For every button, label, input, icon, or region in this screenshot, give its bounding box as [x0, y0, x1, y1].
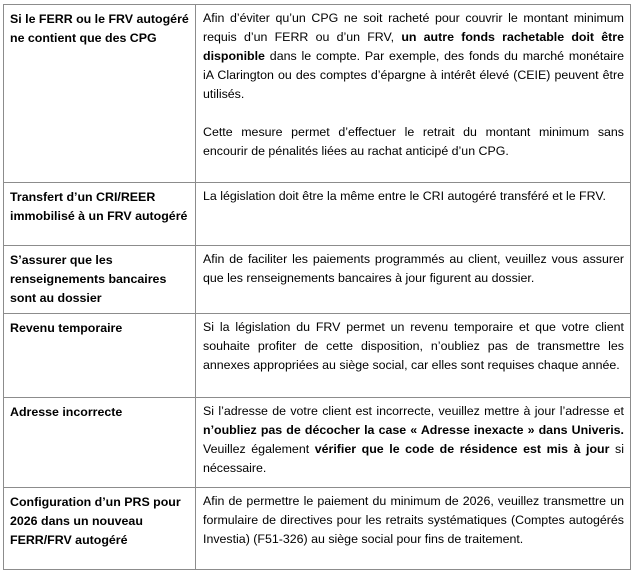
text-segment: Veuillez également	[203, 442, 315, 456]
bold-text: n’oubliez pas de décocher la case « Adresse inexacte » dans Univeris.	[203, 423, 624, 437]
text-segment: Si l’adresse de votre client est incorrecte, veuillez mettre à jour l’adresse et	[203, 404, 624, 418]
table-row	[4, 183, 631, 246]
row-label: Configuration d’un PRS pour 2026 dans un nouveau FERR/FRV autogéré	[4, 488, 196, 570]
table-row	[4, 398, 631, 488]
row-description: Afin de permettre le paiement du minimum de 2026, veuillez transmettre un formulaire de directives pour les retraits systématiques (Comptes autogérés Investia) (F51-326) au siège social pour fins de traitement.	[196, 488, 631, 570]
row-description: Si la législation du FRV permet un revenu temporaire et que votre client souhaite profiter de cette disposition, n’oubliez pas de transmettre les annexes appropriées au siège social, car elles sont requises chaque année.	[196, 314, 631, 398]
table-row	[4, 488, 631, 570]
row-label: Si le FERR ou le FRV autogéré ne contient que des CPG	[4, 5, 196, 183]
information-table	[3, 4, 631, 570]
row-description: La législation doit être la même entre le CRI autogéré transféré et le FRV.	[196, 183, 631, 246]
text-segment: si nécessaire.	[203, 442, 624, 475]
row-description: Afin de faciliter les paiements programmés au client, veuillez vous assurer que les renseignements bancaires à jour figurent au dossier.	[196, 246, 631, 314]
paragraph	[203, 9, 624, 104]
row-label: Transfert d’un CRI/REER immobilisé à un FRV autogéré	[4, 183, 196, 246]
table-row	[4, 5, 631, 183]
text-segment: Afin d’éviter qu’un CPG ne soit racheté pour couvrir le montant minimum requis d’un FERR ou d’un FRV,	[203, 11, 624, 44]
text-segment: dans le compte. Par exemple, des fonds du marché monétaire iA Clarington ou des comptes d’épargne à intérêt élevé (CEIE) peuvent être utilisés.	[203, 49, 624, 101]
row-label: S’assurer que les renseignements bancaires sont au dossier	[4, 246, 196, 314]
bold-text: vérifier que le code de résidence est mis à jour	[314, 442, 610, 456]
table-row	[4, 246, 631, 314]
row-description	[196, 398, 631, 488]
row-label: Adresse incorrecte	[4, 398, 196, 488]
bold-text: un autre fonds rachetable doit être disponible	[203, 30, 624, 63]
row-description	[196, 5, 631, 183]
paragraph: Cette mesure permet d’effectuer le retrait du montant minimum sans encourir de pénalités liées au rachat anticipé d’un CPG.	[203, 125, 624, 158]
table-row	[4, 314, 631, 398]
row-label: Revenu temporaire	[4, 314, 196, 398]
